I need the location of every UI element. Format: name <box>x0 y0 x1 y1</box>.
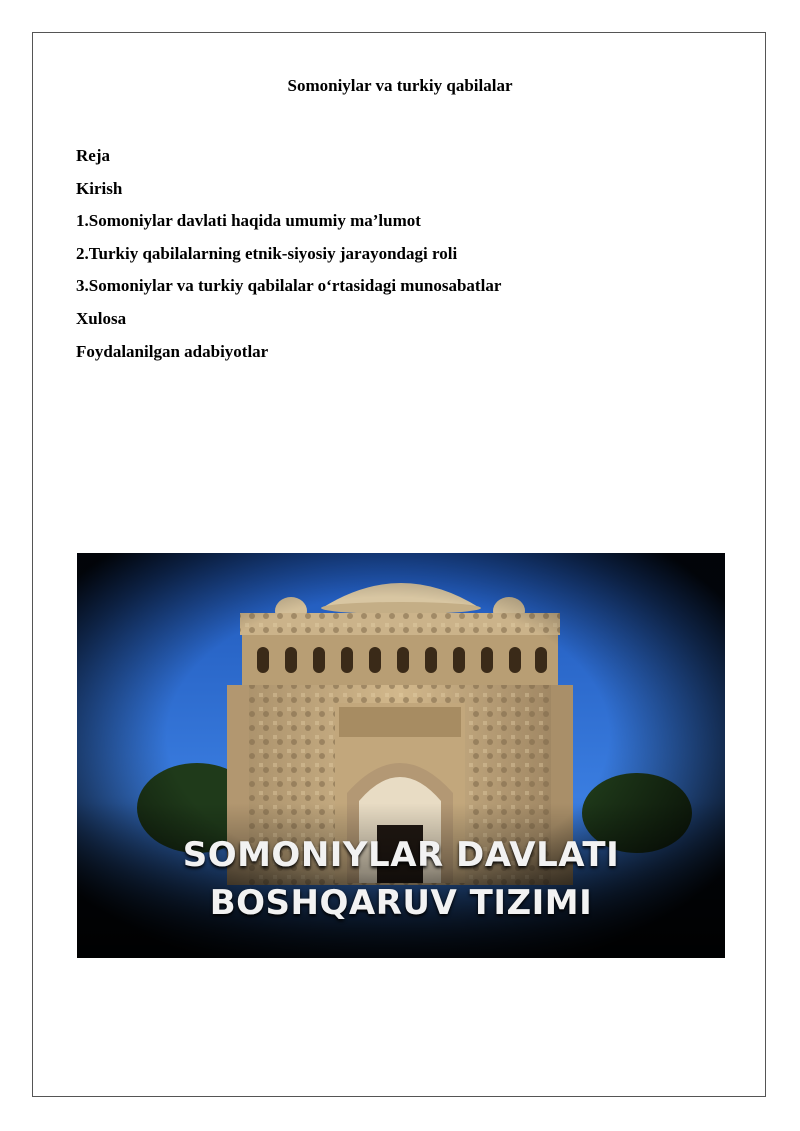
toc-item-xulosa: Xulosa <box>76 308 127 328</box>
banner-heading-line-2: BOSHQARUV TIZIMI <box>209 883 593 923</box>
toc-item-section-2: 2.Turkiy qabilalarning etnik-siyosiy jarayondagi roli <box>76 243 458 263</box>
table-of-contents <box>76 140 501 368</box>
toc-item-section-3: 3.Somoniylar va turkiy qabilalar o‘rtasidagi munosabatlar <box>76 276 502 296</box>
mausoleum-banner-image <box>77 553 725 958</box>
toc-item-references: Foydalanilgan adabiyotlar <box>76 341 269 361</box>
banner-heading-line-1: SOMONIYLAR DAVLATI <box>182 835 620 875</box>
toc-item-kirish: Kirish <box>76 178 123 198</box>
document-title: Somoniylar va turkiy qabilalar <box>287 76 513 95</box>
toc-item-section-1: 1.Somoniylar davlati haqida umumiy ma’lumot <box>76 211 421 231</box>
toc-item-reja: Reja <box>76 146 110 165</box>
